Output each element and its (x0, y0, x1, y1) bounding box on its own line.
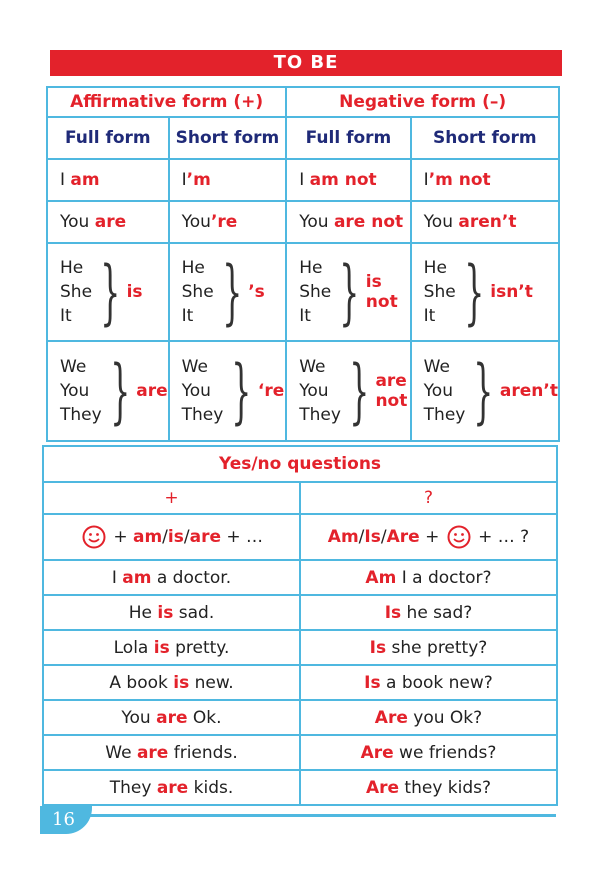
negative-header: Negative form (–) (286, 87, 559, 117)
example-question: Am I a doctor? (300, 560, 557, 595)
cell-i-neg-short: I’m not (411, 159, 559, 201)
cell-i-short: I’m (169, 159, 287, 201)
example-row (43, 595, 557, 630)
example-question: Is a book new? (300, 665, 557, 700)
aff-full-header: Full form (47, 117, 169, 159)
example-row (43, 665, 557, 700)
example-affirmative: A book is new. (43, 665, 300, 700)
example-row (43, 630, 557, 665)
brace-icon: } (221, 251, 242, 333)
example-affirmative: I am a doctor. (43, 560, 300, 595)
cell-you-short: You’re (169, 201, 287, 243)
example-row (43, 770, 557, 805)
example-affirmative: We are friends. (43, 735, 300, 770)
pattern-question: Am/Is/Are + + … ? (300, 514, 557, 560)
plus-header: + (43, 482, 300, 514)
brace-icon: } (339, 251, 360, 333)
cell-hsi-full: He She It } is (47, 243, 169, 341)
brace-icon: } (109, 350, 130, 432)
neg-short-header: Short form (411, 117, 559, 159)
cell-you-neg-short: You aren’t (411, 201, 559, 243)
brace-icon: } (349, 350, 370, 432)
cell-you-full: You are (47, 201, 169, 243)
cell-i-neg-full: I am not (286, 159, 410, 201)
smiley-face-icon (447, 525, 471, 549)
example-affirmative: They are kids. (43, 770, 300, 805)
cell-wyt-neg-full: We You They } are not (286, 341, 410, 441)
conjugation-table (46, 86, 560, 442)
brace-icon: } (231, 350, 252, 432)
example-row (43, 560, 557, 595)
questions-title: Yes/no questions (43, 446, 557, 482)
brace-icon: } (473, 350, 494, 432)
aff-short-header: Short form (169, 117, 287, 159)
pattern-affirmative: + am/is/are + … (43, 514, 300, 560)
brace-icon: } (100, 251, 121, 333)
affirmative-header: Affirmative form (+) (47, 87, 286, 117)
row-he-she-it (47, 243, 559, 341)
example-question: Are they kids? (300, 770, 557, 805)
cell-wyt-short: We You They } ‘re (169, 341, 287, 441)
cell-wyt-neg-short: We You They } aren’t (411, 341, 559, 441)
cell-you-neg-full: You are not (286, 201, 410, 243)
row-i (47, 159, 559, 201)
bottom-divider (40, 814, 556, 817)
cell-wyt-full: We You They } are (47, 341, 169, 441)
yes-no-questions-table (42, 445, 558, 806)
example-question: Are we friends? (300, 735, 557, 770)
cell-i-full: I am (47, 159, 169, 201)
page-title: TO BE (50, 50, 562, 76)
question-header: ? (300, 482, 557, 514)
page-number: 16 (40, 806, 92, 834)
row-we-you-they (47, 341, 559, 441)
smiley-face-icon (82, 525, 106, 549)
example-question: Is she pretty? (300, 630, 557, 665)
cell-hsi-neg-full: He She It } is not (286, 243, 410, 341)
example-row (43, 700, 557, 735)
example-affirmative: He is sad. (43, 595, 300, 630)
example-affirmative: You are Ok. (43, 700, 300, 735)
brace-icon: } (463, 251, 484, 333)
cell-hsi-neg-short: He She It } isn’t (411, 243, 559, 341)
row-you (47, 201, 559, 243)
example-question: Are you Ok? (300, 700, 557, 735)
neg-full-header: Full form (286, 117, 410, 159)
example-row (43, 735, 557, 770)
example-affirmative: Lola is pretty. (43, 630, 300, 665)
example-question: Is he sad? (300, 595, 557, 630)
cell-hsi-short: He She It } ’s (169, 243, 287, 341)
